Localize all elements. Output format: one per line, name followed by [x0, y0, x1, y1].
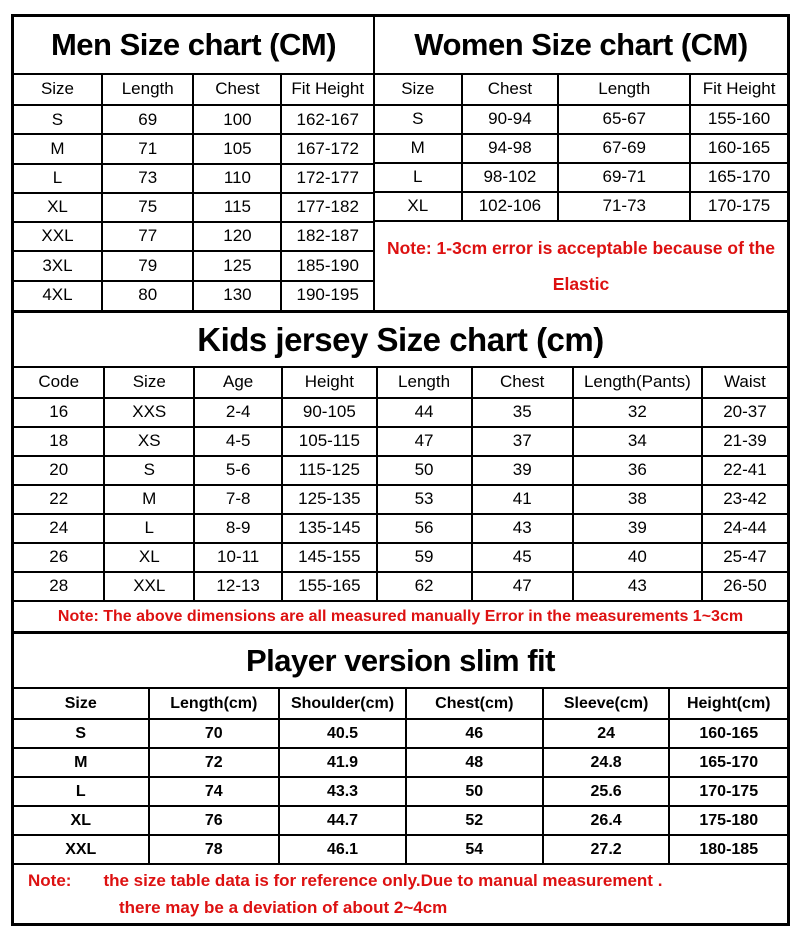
data-cell: 41.9 — [279, 748, 406, 777]
data-cell: 78 — [149, 835, 280, 864]
data-cell: XL — [14, 193, 102, 222]
data-cell: 115-125 — [282, 456, 376, 485]
data-cell: 35 — [472, 398, 573, 427]
header-cell: Chest(cm) — [406, 689, 543, 719]
table-row — [14, 777, 787, 806]
data-cell: 24.8 — [543, 748, 670, 777]
data-cell: 40.5 — [279, 719, 406, 748]
data-cell: 175-180 — [669, 806, 787, 835]
data-cell: L — [14, 777, 149, 806]
data-cell: 32 — [573, 398, 702, 427]
data-cell: XXL — [104, 572, 194, 601]
data-cell: 47 — [472, 572, 573, 601]
data-cell: S — [14, 719, 149, 748]
data-cell: 22-41 — [702, 456, 787, 485]
data-cell: 4XL — [14, 281, 102, 310]
data-cell: 24-44 — [702, 514, 787, 543]
table-row — [14, 456, 787, 485]
data-cell: 177-182 — [281, 193, 373, 222]
header-cell: Fit Height — [690, 75, 787, 105]
data-cell: 50 — [406, 777, 543, 806]
table-row — [14, 281, 373, 310]
header-cell: Length(cm) — [149, 689, 280, 719]
table-row — [14, 398, 787, 427]
data-cell: 120 — [193, 222, 281, 251]
kids-jersey-section — [14, 310, 787, 631]
data-cell: 39 — [573, 514, 702, 543]
player-size-table — [14, 689, 787, 865]
data-cell: 4-5 — [194, 427, 282, 456]
data-cell: 2-4 — [194, 398, 282, 427]
women-size-chart-panel — [373, 17, 787, 310]
header-cell: Size — [14, 75, 102, 105]
data-cell: 43 — [472, 514, 573, 543]
header-cell: Length — [558, 75, 690, 105]
data-cell: 77 — [102, 222, 194, 251]
men-size-table — [14, 75, 373, 310]
data-cell: 90-105 — [282, 398, 376, 427]
note-line: Elastic — [552, 274, 610, 294]
note-label: Note: — [28, 871, 72, 890]
data-cell: 115 — [193, 193, 281, 222]
kids-chart-title: Kids jersey Size chart (cm) — [14, 313, 787, 368]
header-cell: Height(cm) — [669, 689, 787, 719]
reference-only-note — [14, 865, 787, 923]
header-cell: Chest — [462, 75, 559, 105]
data-cell: 170-175 — [690, 192, 787, 221]
data-cell: 20 — [14, 456, 104, 485]
data-cell: 36 — [573, 456, 702, 485]
data-cell: XL — [375, 192, 462, 221]
data-cell: 23-42 — [702, 485, 787, 514]
player-version-section — [14, 631, 787, 923]
table-row — [14, 719, 787, 748]
data-cell: 67-69 — [558, 134, 690, 163]
data-cell: 76 — [149, 806, 280, 835]
data-cell: XS — [104, 427, 194, 456]
data-cell: 62 — [377, 572, 472, 601]
table-row — [375, 192, 787, 221]
note-line — [14, 867, 787, 894]
data-cell: 172-177 — [281, 164, 373, 193]
data-cell: 80 — [102, 281, 194, 310]
table-row — [14, 572, 787, 601]
data-cell: L — [375, 163, 462, 192]
data-cell: 155-160 — [690, 105, 787, 134]
data-cell: 43 — [573, 572, 702, 601]
table-row — [14, 427, 787, 456]
table-row — [14, 222, 373, 251]
data-cell: S — [375, 105, 462, 134]
data-cell: S — [104, 456, 194, 485]
data-cell: 38 — [573, 485, 702, 514]
table-row — [14, 835, 787, 864]
header-cell: Shoulder(cm) — [279, 689, 406, 719]
data-cell: 54 — [406, 835, 543, 864]
data-cell: 50 — [377, 456, 472, 485]
table-row — [14, 806, 787, 835]
header-cell: Length — [102, 75, 194, 105]
data-cell: 20-37 — [702, 398, 787, 427]
size-chart-outer-box — [11, 14, 790, 926]
table-row — [375, 163, 787, 192]
data-cell: 40 — [573, 543, 702, 572]
data-cell: 26-50 — [702, 572, 787, 601]
data-cell: M — [14, 748, 149, 777]
data-cell: 79 — [102, 251, 194, 280]
data-cell: 73 — [102, 164, 194, 193]
table-header-row — [14, 689, 787, 719]
table-row — [14, 514, 787, 543]
data-cell: 26.4 — [543, 806, 670, 835]
data-cell: 52 — [406, 806, 543, 835]
data-cell: M — [375, 134, 462, 163]
table-row — [14, 485, 787, 514]
data-cell: 44 — [377, 398, 472, 427]
table-row — [14, 543, 787, 572]
data-cell: 53 — [377, 485, 472, 514]
data-cell: XXL — [14, 222, 102, 251]
data-cell: 25-47 — [702, 543, 787, 572]
data-cell: 130 — [193, 281, 281, 310]
kids-size-table — [14, 368, 787, 602]
data-cell: 70 — [149, 719, 280, 748]
data-cell: 167-172 — [281, 134, 373, 163]
data-cell: 46 — [406, 719, 543, 748]
data-cell: 22 — [14, 485, 104, 514]
data-cell: 43.3 — [279, 777, 406, 806]
header-cell: Fit Height — [281, 75, 373, 105]
data-cell: 8-9 — [194, 514, 282, 543]
data-cell: 48 — [406, 748, 543, 777]
data-cell: 5-6 — [194, 456, 282, 485]
data-cell: 145-155 — [282, 543, 376, 572]
header-cell: Length — [377, 368, 472, 398]
data-cell: 47 — [377, 427, 472, 456]
note-line: there may be a deviation of about 2~4cm — [119, 898, 448, 917]
data-cell: L — [14, 164, 102, 193]
data-cell: XL — [14, 806, 149, 835]
data-cell: 46.1 — [279, 835, 406, 864]
data-cell: 160-165 — [669, 719, 787, 748]
men-chart-title: Men Size chart (CM) — [14, 17, 373, 75]
data-cell: XL — [104, 543, 194, 572]
data-cell: 125 — [193, 251, 281, 280]
header-cell: Size — [375, 75, 462, 105]
men-size-chart-panel — [14, 17, 373, 310]
data-cell: 59 — [377, 543, 472, 572]
data-cell: 71-73 — [558, 192, 690, 221]
header-cell: Chest — [193, 75, 281, 105]
data-cell: 180-185 — [669, 835, 787, 864]
header-cell: Chest — [472, 368, 573, 398]
data-cell: 182-187 — [281, 222, 373, 251]
note-line: Note: 1-3cm error is acceptable because of the — [386, 238, 776, 258]
data-cell: 41 — [472, 485, 573, 514]
data-cell: 34 — [573, 427, 702, 456]
women-chart-title: Women Size chart (CM) — [375, 17, 787, 75]
data-cell: 45 — [472, 543, 573, 572]
data-cell: 18 — [14, 427, 104, 456]
table-row — [14, 748, 787, 777]
table-row — [14, 193, 373, 222]
data-cell: 37 — [472, 427, 573, 456]
data-cell: XXL — [14, 835, 149, 864]
data-cell: 155-165 — [282, 572, 376, 601]
table-row — [14, 251, 373, 280]
table-row — [375, 105, 787, 134]
data-cell: 25.6 — [543, 777, 670, 806]
data-cell: 12-13 — [194, 572, 282, 601]
table-row — [14, 134, 373, 163]
men-women-section — [14, 17, 787, 310]
data-cell: L — [104, 514, 194, 543]
data-cell: 28 — [14, 572, 104, 601]
table-row — [14, 105, 373, 134]
data-cell: XXS — [104, 398, 194, 427]
data-cell: 44.7 — [279, 806, 406, 835]
data-cell: 98-102 — [462, 163, 559, 192]
header-cell: Size — [104, 368, 194, 398]
data-cell: 69-71 — [558, 163, 690, 192]
data-cell: 7-8 — [194, 485, 282, 514]
manual-measurement-note: Note: The above dimensions are all measured manually Error in the measurements 1~3cm — [57, 607, 744, 625]
data-cell: 125-135 — [282, 485, 376, 514]
data-cell: 100 — [193, 105, 281, 134]
women-size-table — [375, 75, 787, 222]
data-cell: 170-175 — [669, 777, 787, 806]
data-cell: 3XL — [14, 251, 102, 280]
data-cell: 190-195 — [296, 285, 359, 305]
data-cell: 162-167 — [281, 105, 373, 134]
header-cell: Size — [14, 689, 149, 719]
header-cell: Waist — [702, 368, 787, 398]
header-cell: Age — [194, 368, 282, 398]
data-cell: 165-170 — [669, 748, 787, 777]
data-cell: 165-170 — [690, 163, 787, 192]
data-cell: 135-145 — [282, 514, 376, 543]
elastic-error-note — [375, 222, 787, 310]
data-cell: 56 — [377, 514, 472, 543]
data-cell: 185-190 — [281, 251, 373, 280]
table-row — [375, 134, 787, 163]
player-chart-title: Player version slim fit — [14, 634, 787, 689]
data-cell: 72 — [149, 748, 280, 777]
data-cell: 71 — [102, 134, 194, 163]
data-cell: 90-94 — [462, 105, 559, 134]
data-cell: 102-106 — [462, 192, 559, 221]
note-text: the size table data is for reference only.Due to manual measurement . — [103, 871, 663, 890]
data-cell: 65-67 — [558, 105, 690, 134]
data-cell: 69 — [102, 105, 194, 134]
data-cell: M — [104, 485, 194, 514]
data-cell: 105-115 — [282, 427, 376, 456]
data-cell: 26 — [14, 543, 104, 572]
data-cell: S — [14, 105, 102, 134]
data-cell: 16 — [14, 398, 104, 427]
data-cell: 24 — [543, 719, 670, 748]
data-cell: 160-165 — [690, 134, 787, 163]
table-header-row — [14, 75, 373, 105]
data-cell: 10-11 — [194, 543, 282, 572]
data-cell: 27.2 — [543, 835, 670, 864]
data-cell: M — [14, 134, 102, 163]
header-cell: Height — [282, 368, 376, 398]
header-cell: Sleeve(cm) — [543, 689, 670, 719]
table-header-row — [375, 75, 787, 105]
header-cell: Length(Pants) — [573, 368, 702, 398]
data-cell: 21-39 — [702, 427, 787, 456]
data-cell: 105 — [193, 134, 281, 163]
data-cell: 110 — [193, 164, 281, 193]
data-cell: 75 — [102, 193, 194, 222]
header-cell: Code — [14, 368, 104, 398]
data-cell: 39 — [472, 456, 573, 485]
table-row — [14, 164, 373, 193]
data-cell: 24 — [14, 514, 104, 543]
data-cell: 94-98 — [462, 134, 559, 163]
data-cell: 74 — [149, 777, 280, 806]
table-header-row — [14, 368, 787, 398]
